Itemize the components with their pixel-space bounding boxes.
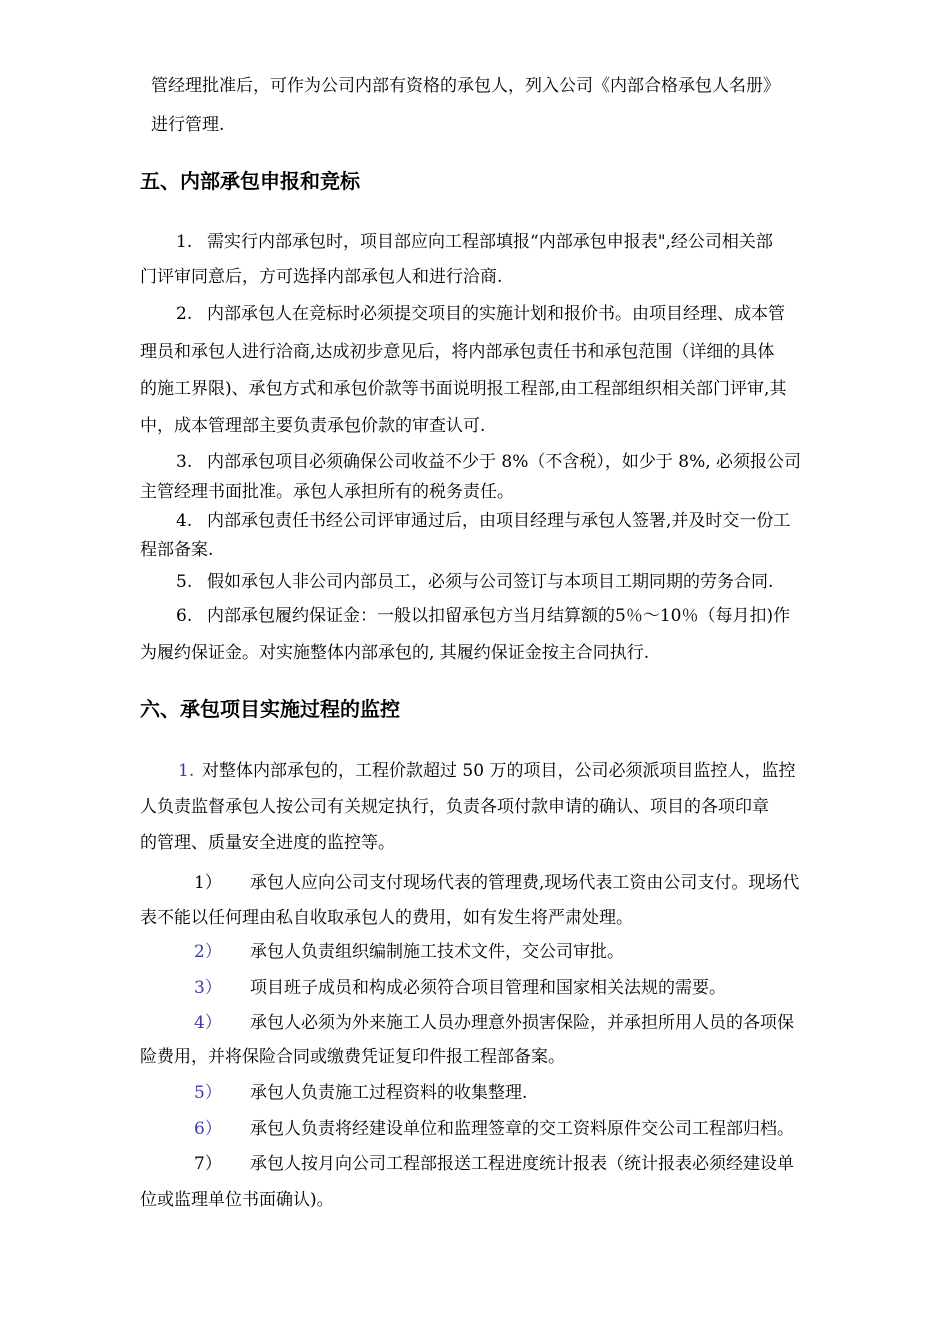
s5-item-6-line-1: 6. 内部承包履约保证金：一般以扣留承包方当月结算额的5％～10％（每月扣)作 [176, 606, 791, 626]
s5-item-3-number: 3. [176, 452, 193, 472]
s6-sub-4-line-2: 险费用，并将保险合同或缴费凭证复印件报工程部备案。 [140, 1047, 565, 1067]
s6-item-1-line-1: 1. 对整体内部承包的，工程价款超过 50 万的项目，公司必须派项目监控人，监控 [178, 761, 796, 781]
s6-sub-3-line-1: 3） 项目班子成员和构成必须符合项目管理和国家相关法规的需要。 [194, 978, 726, 998]
s5-item-2-line-4: 中，成本管理部主要负责承包价款的审查认可. [140, 416, 486, 436]
s5-item-5-number: 5. [176, 572, 193, 592]
s6-sub-4-line-1: 4） 承包人必须为外来施工人员办理意外损害保险，并承担所用人员的各项保 [194, 1013, 794, 1033]
s5-item-5-line-1: 5. 假如承包人非公司内部员工，必须与公司签订与本项目工期同期的劳务合同. [176, 572, 774, 592]
s6-sub-5-number: 5） [194, 1083, 222, 1103]
s6-sub-2-line-1: 2） 承包人负责组织编制施工技术文件，交公司审批。 [194, 942, 624, 962]
s5-item-4-line-2: 程部备案. [140, 540, 214, 560]
s6-sub-7-line-1: 7） 承包人按月向公司工程部报送工程进度统计报表（统计报表必须经建设单 [194, 1154, 794, 1174]
section-5-heading: 五、内部承包申报和竞标 [140, 169, 360, 193]
s6-sub-5-line-1: 5） 承包人负责施工过程资料的收集整理. [194, 1083, 528, 1103]
s6-item-1-number: 1. [178, 761, 195, 781]
s5-item-2-line-3: 的施工界限)、承包方式和承包价款等书面说明报工程部,由工程部组织相关部门评审,其 [140, 379, 787, 399]
s6-sub-3-number: 3） [194, 978, 222, 998]
s6-item-1-line-2: 人负责监督承包人按公司有关规定执行，负责各项付款申请的确认、项目的各项印章 [140, 797, 769, 817]
s5-item-1-line-2: 门评审同意后，方可选择内部承包人和进行洽商. [140, 267, 503, 287]
s5-item-4-number: 4. [176, 511, 193, 531]
s5-item-2-number: 2. [176, 304, 193, 324]
s6-sub-1-number: 1） [194, 873, 222, 893]
s5-item-4-line-1: 4. 内部承包责任书经公司评审通过后，由项目经理与承包人签署,并及时交一份工 [176, 511, 791, 531]
s6-sub-7-number: 7） [194, 1154, 222, 1174]
s6-sub-2-number: 2） [194, 942, 222, 962]
s6-sub-1-line-1: 1） 承包人应向公司支付现场代表的管理费,现场代表工资由公司支付。现场代 [194, 873, 800, 893]
intro-line-1: 管经理批准后，可作为公司内部有资格的承包人，列入公司《内部合格承包人名册》 [151, 76, 780, 96]
s5-item-3-line-1: 3. 内部承包项目必须确保公司收益不少于 8%（不含税），如少于 8%, 必须报公司 [176, 452, 802, 472]
s5-item-2-line-1: 2. 内部承包人在竞标时必须提交项目的实施计划和报价书。由项目经理、成本管 [176, 304, 785, 324]
s5-item-1-number: 1. [176, 232, 193, 252]
intro-line-2: 进行管理. [151, 115, 225, 135]
section-6-heading: 六、承包项目实施过程的监控 [140, 697, 400, 721]
s6-sub-4-number: 4） [194, 1013, 222, 1033]
s6-sub-6-number: 6） [194, 1119, 222, 1139]
s6-sub-6-line-1: 6） 承包人负责将经建设单位和监理签章的交工资料原件交公司工程部归档。 [194, 1119, 794, 1139]
s5-item-6-line-2: 为履约保证金。对实施整体内部承包的, 其履约保证金按主合同执行. [140, 643, 650, 663]
s5-item-1-line-1: 1. 需实行内部承包时，项目部应向工程部填报“内部承包申报表",经公司相关部 [176, 232, 773, 252]
s5-item-6-number: 6. [176, 606, 193, 626]
s6-item-1-line-3: 的管理、质量安全进度的监控等。 [140, 833, 395, 853]
s6-sub-1-line-2: 表不能以任何理由私自收取承包人的费用，如有发生将严肃处理。 [140, 908, 633, 928]
s5-item-2-line-2: 理员和承包人进行洽商,达成初步意见后，将内部承包责任书和承包范围（详细的具体 [140, 342, 775, 362]
s5-item-3-line-2: 主管经理书面批准。承包人承担所有的税务责任。 [140, 482, 514, 502]
s6-sub-7-line-2: 位或监理单位书面确认)。 [140, 1190, 334, 1210]
